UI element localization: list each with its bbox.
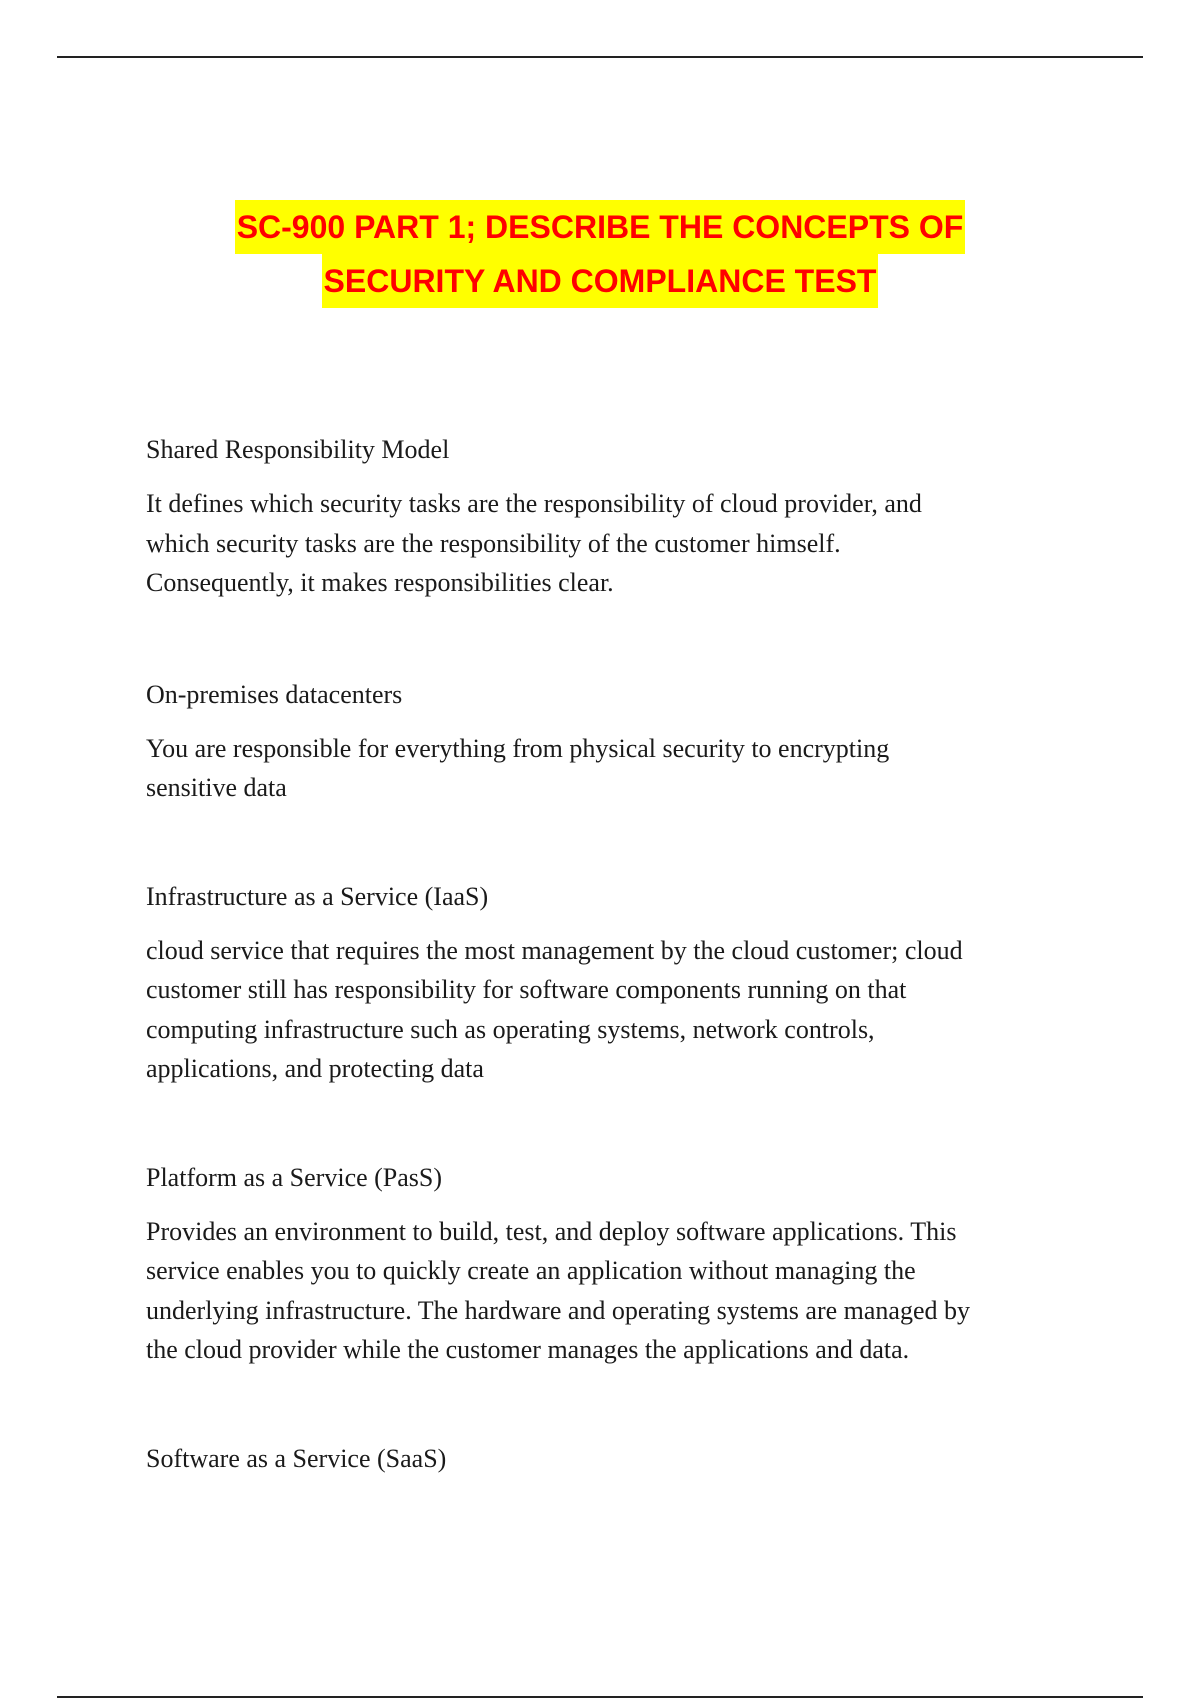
header-rule bbox=[57, 56, 1143, 58]
definition-line: customer still has responsibility for software components running on that bbox=[146, 975, 907, 1004]
section-iaas bbox=[146, 877, 1066, 1089]
definition-line: sensitive data bbox=[146, 773, 287, 802]
term-heading: Infrastructure as a Service (IaaS) bbox=[146, 881, 489, 911]
term-heading: Platform as a Service (PasS) bbox=[146, 1162, 443, 1192]
definition-line: underlying infrastructure. The hardware and operating systems are managed by bbox=[146, 1295, 971, 1325]
definition-line: You are responsible for everything from physical security to encrypting bbox=[146, 733, 890, 763]
definition-text bbox=[146, 729, 1066, 808]
footer-rule bbox=[57, 1696, 1143, 1698]
definition-text bbox=[146, 931, 1066, 1089]
term-heading: Shared Responsibility Model bbox=[146, 435, 450, 464]
definition-line: Provides an environment to build, test, and deploy software applications. This bbox=[146, 1216, 957, 1246]
section-shared-responsibility bbox=[146, 430, 1066, 603]
definition-line: cloud service that requires the most management by the cloud customer; cloud bbox=[146, 935, 963, 965]
term-heading: Software as a Service (SaaS) bbox=[146, 1443, 447, 1473]
definition-line: Consequently, it makes responsibilities clear. bbox=[146, 568, 614, 597]
definition-line: It defines which security tasks are the responsibility of cloud provider, and bbox=[146, 489, 922, 518]
definition-line: applications, and protecting data bbox=[146, 1054, 484, 1083]
definition-text bbox=[146, 484, 1066, 603]
section-saas bbox=[146, 1439, 1066, 1479]
term-heading: On-premises datacenters bbox=[146, 679, 403, 709]
definition-line: computing infrastructure such as operating systems, network controls, bbox=[146, 1014, 875, 1044]
definition-line: which security tasks are the responsibility of the customer himself. bbox=[146, 528, 841, 558]
section-on-premises bbox=[146, 675, 1066, 808]
section-paas bbox=[146, 1158, 1066, 1370]
title-line-2: SECURITY AND COMPLIANCE TEST bbox=[322, 254, 879, 308]
definition-text bbox=[146, 1212, 1066, 1370]
definition-line: the cloud provider while the customer manages the applications and data. bbox=[146, 1335, 910, 1364]
document-body bbox=[146, 430, 1066, 1493]
document-title bbox=[0, 200, 1200, 308]
definition-line: service enables you to quickly create an application without managing the bbox=[146, 1256, 916, 1285]
title-line-1: SC-900 PART 1; DESCRIBE THE CONCEPTS OF bbox=[235, 200, 966, 254]
